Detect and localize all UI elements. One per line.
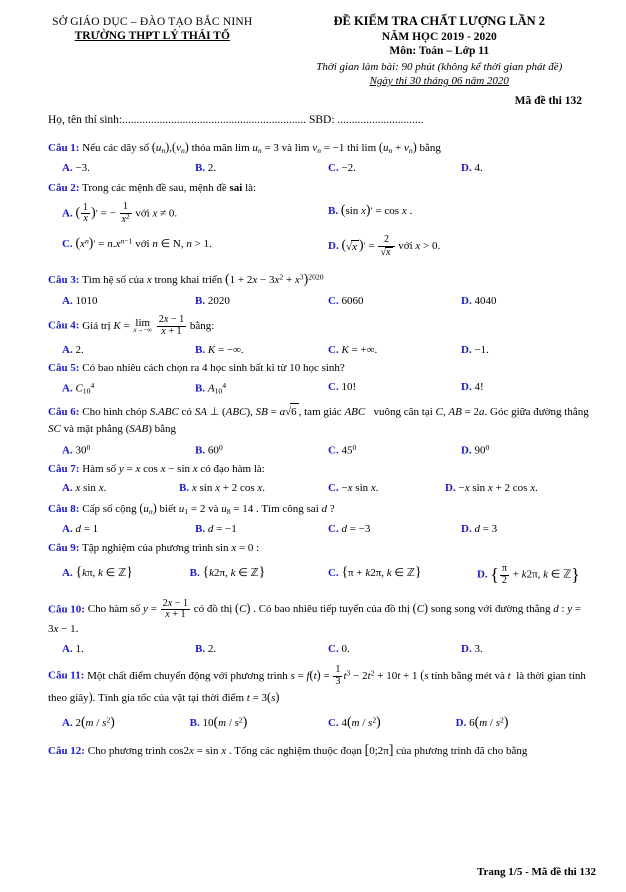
question-9-option-b[interactable]: B. {k2π, k ∈ ℤ} (189, 564, 266, 580)
question-5-label: Câu 5: (48, 361, 80, 374)
question-6-text: Cho hình chóp S.ABC có SA ⊥ (ABC), SB = a√6 , tam giác ABC vuông cân tại C, AB = 2a. Góc giữa đường thẳng SC và mặt phẳng (SAB) bằng (48, 406, 589, 435)
question-4-option-a[interactable]: A. 2. (62, 343, 84, 356)
department-name: SỞ GIÁO DỤC – ĐÀO TẠO BẮC NINH (52, 16, 253, 28)
question-1-option-c[interactable]: C. −2. (328, 161, 356, 174)
subject-line: Môn: Toán – Lớp 11 (389, 45, 490, 57)
question-11-text: Một chất điểm chuyển động với phương trình s = f(t) = $\frac{1}{3}$ $t^3 - 2t^2 + 10t + 1$ (s tính bằng mét và t là thời gian tính theo giây). Tính gia tốc của vật tại thời điểm t = 3(s) (48, 664, 586, 704)
question-11-option-a[interactable]: A. $2(m / s^2)$ (62, 714, 115, 730)
question-8-option-c[interactable]: C. d = −3 (328, 522, 371, 535)
question-3-options (48, 295, 594, 307)
question-8-label: Câu 8: (48, 503, 80, 516)
exam-code: Mã đề thi 132 (514, 95, 582, 107)
question-6-options (48, 443, 594, 456)
student-info-line: Họ, tên thí sinh:................................................................ SBD: .............................. (48, 114, 424, 126)
question-9-option-d[interactable]: D. { $\frac{\pi}{2}$ + k2π, k ∈ ℤ} (476, 563, 580, 587)
question-8-options (48, 523, 594, 535)
question-11-label: Câu 11: (48, 670, 85, 683)
question-2-option-c[interactable]: C. $(x^n)' = n.x^{n-1}$ với n ∈ N, n > 1. (62, 235, 212, 251)
question-6 (48, 403, 594, 437)
question-1-option-b[interactable]: B. 2. (195, 161, 217, 174)
question-10-option-c[interactable]: C. 0. (328, 643, 350, 656)
header-left-block (26, 14, 279, 87)
question-10-options (48, 643, 594, 655)
question-8-option-a[interactable]: A. d = 1 (62, 522, 99, 535)
question-2 (48, 180, 594, 197)
question-7-text: Hàm số y = x cos x − sin x có đạo hàm là: (82, 462, 265, 475)
question-4 (48, 315, 594, 337)
question-8-option-b[interactable]: B. d = −1 (195, 522, 237, 535)
question-5 (48, 360, 594, 377)
question-1-text: Nếu các dãy số $(u_n),(v_n)$ thỏa mãn $\lim u_n = 3$ và $\lim v_n = -1$ thi $\lim (u_n + v_n)$ bằng (82, 140, 441, 155)
question-4-label: Câu 4: (48, 319, 80, 332)
school-name: TRƯỜNG THPT LÝ THÁI TỔ (74, 30, 230, 42)
question-8-option-d[interactable]: D. d = 3 (461, 522, 498, 535)
question-9-option-a[interactable]: A. {kπ, k ∈ ℤ} (62, 564, 133, 580)
questions-container (26, 138, 600, 761)
question-5-option-c[interactable]: C. 10! (328, 381, 357, 394)
question-7-label: Câu 7: (48, 462, 80, 475)
question-5-text: Có bao nhiêu cách chọn ra 4 học sinh bất kì từ 10 học sinh? (82, 361, 345, 374)
question-6-option-c[interactable]: C. $45^0$ (328, 443, 357, 457)
question-9-options (48, 564, 594, 586)
exam-date: Ngày thi 30 tháng 06 năm 2020 (369, 75, 509, 87)
question-10 (48, 599, 594, 638)
question-7-options (48, 482, 594, 494)
question-3 (48, 269, 594, 290)
question-3-option-c[interactable]: C. 6060 (328, 295, 364, 308)
question-11 (48, 665, 594, 706)
question-9-option-c[interactable]: C. {π + k2π, k ∈ ℤ} (327, 564, 422, 580)
question-6-option-a[interactable]: A. $30^0$ (62, 443, 91, 457)
question-1-options (48, 162, 594, 174)
question-2-text: Trong các mệnh đề sau, mệnh đề sai là: (82, 181, 257, 194)
question-5-options (48, 381, 594, 395)
question-9 (48, 540, 594, 557)
question-4-options (48, 344, 594, 356)
question-1-option-d[interactable]: D. 4. (461, 161, 483, 174)
question-3-text: Tìm hệ số của x trong khai triển $(1 + 2x - 3x^2 + x^3)^{2020}$ (82, 270, 324, 286)
question-4-option-b[interactable]: B. K = −∞. (195, 343, 244, 356)
question-10-option-d[interactable]: D. 3. (461, 643, 483, 656)
school-year: NĂM HỌC 2019 - 2020 (381, 31, 497, 43)
question-2-options-row2 (48, 235, 594, 258)
question-1 (48, 138, 594, 157)
question-8-text: Cấp số cộng $(u_n)$ biết $u_1 = 2$ và $u_8 = 14$ . Tìm công sai d ? (82, 501, 335, 517)
question-3-label: Câu 3: (48, 273, 80, 286)
question-11-option-d[interactable]: D. $6(m / s^2)$ (455, 714, 509, 730)
question-7-option-d[interactable]: D. −x sin x + 2 cos x. (445, 482, 538, 495)
question-2-option-a[interactable]: A. ( $\frac{1}{x}$ )′ = − $\frac{1}{x^2}$ với x ≠ 0. (62, 201, 178, 225)
question-12 (48, 740, 594, 761)
question-7-option-c[interactable]: C. −x sin x. (327, 482, 379, 495)
question-8 (48, 499, 594, 518)
question-4-text: Giá trị K = lim x→−∞ $\frac{2x - 1}{x + 1}$ bằng: (82, 314, 215, 337)
document-header (26, 14, 600, 87)
question-6-option-b[interactable]: B. $60^0$ (195, 443, 223, 457)
question-12-text: Cho phương trình cos2x = sin x . Tổng các nghiệm thuộc đoạn [0;2π] của phương trình đã cho bằng (87, 742, 528, 758)
question-10-option-b[interactable]: B. 2. (195, 643, 217, 656)
question-7-option-b[interactable]: B. x sin x + 2 cos x. (179, 482, 266, 495)
question-11-option-c[interactable]: C. $4(m / s^2)$ (327, 714, 381, 730)
question-6-label: Câu 6: (48, 406, 80, 419)
question-2-options-row1 (48, 202, 594, 225)
question-2-option-b[interactable]: B. (sin x)′ = cos x . (328, 202, 413, 217)
question-2-label: Câu 2: (48, 181, 80, 194)
question-5-option-b[interactable]: B. $A_{10}^4$ (195, 381, 227, 396)
question-9-text: Tập nghiệm của phương trình sin x = 0 : (82, 541, 260, 554)
question-7-option-a[interactable]: A. x sin x. (62, 482, 107, 495)
question-10-option-a[interactable]: A. 1. (62, 643, 84, 656)
question-3-option-d[interactable]: D. 4040 (461, 295, 497, 308)
question-11-options (48, 714, 594, 730)
question-10-label: Câu 10: (48, 603, 85, 616)
question-4-option-c[interactable]: C. K = +∞. (328, 343, 378, 356)
question-9-label: Câu 9: (48, 541, 80, 554)
exam-title: ĐỀ KIỂM TRA CHẤT LƯỢNG LẦN 2 (333, 14, 546, 28)
header-right-block (279, 14, 600, 87)
question-4-option-d[interactable]: D. −1. (461, 343, 489, 356)
question-12-label: Câu 12: (48, 745, 85, 758)
question-1-label: Câu 1: (48, 142, 80, 154)
question-3-option-b[interactable]: B. 2020 (195, 295, 230, 308)
question-5-option-d[interactable]: D. 4! (461, 381, 484, 394)
duration-line: Thời gian làm bài: 90 phút (không kể thời gian phát đề) (316, 61, 563, 73)
question-2-option-d[interactable]: D. (√x )′ = $\frac{2}{√x}$ với x > 0. (328, 234, 441, 259)
question-1-option-a[interactable]: A. −3. (62, 161, 90, 174)
question-10-text: Cho hàm số y = $\frac{2x - 1}{x + 1}$ có đồ thị (C) . Có bao nhiêu tiếp tuyến của đồ thị (C) song song với đường thẳng d : y = 3x − 1. (48, 597, 582, 635)
question-11-option-b[interactable]: B. $10(m / s^2)$ (189, 714, 248, 730)
question-7 (48, 461, 594, 478)
question-6-option-d[interactable]: D. $90^0$ (461, 443, 490, 457)
question-3-option-a[interactable]: A. 1010 (62, 295, 98, 308)
page-footer: Trang 1/5 - Mã đề thi 132 (477, 866, 596, 878)
question-5-option-a[interactable]: A. $C_{10}^4$ (62, 381, 95, 396)
